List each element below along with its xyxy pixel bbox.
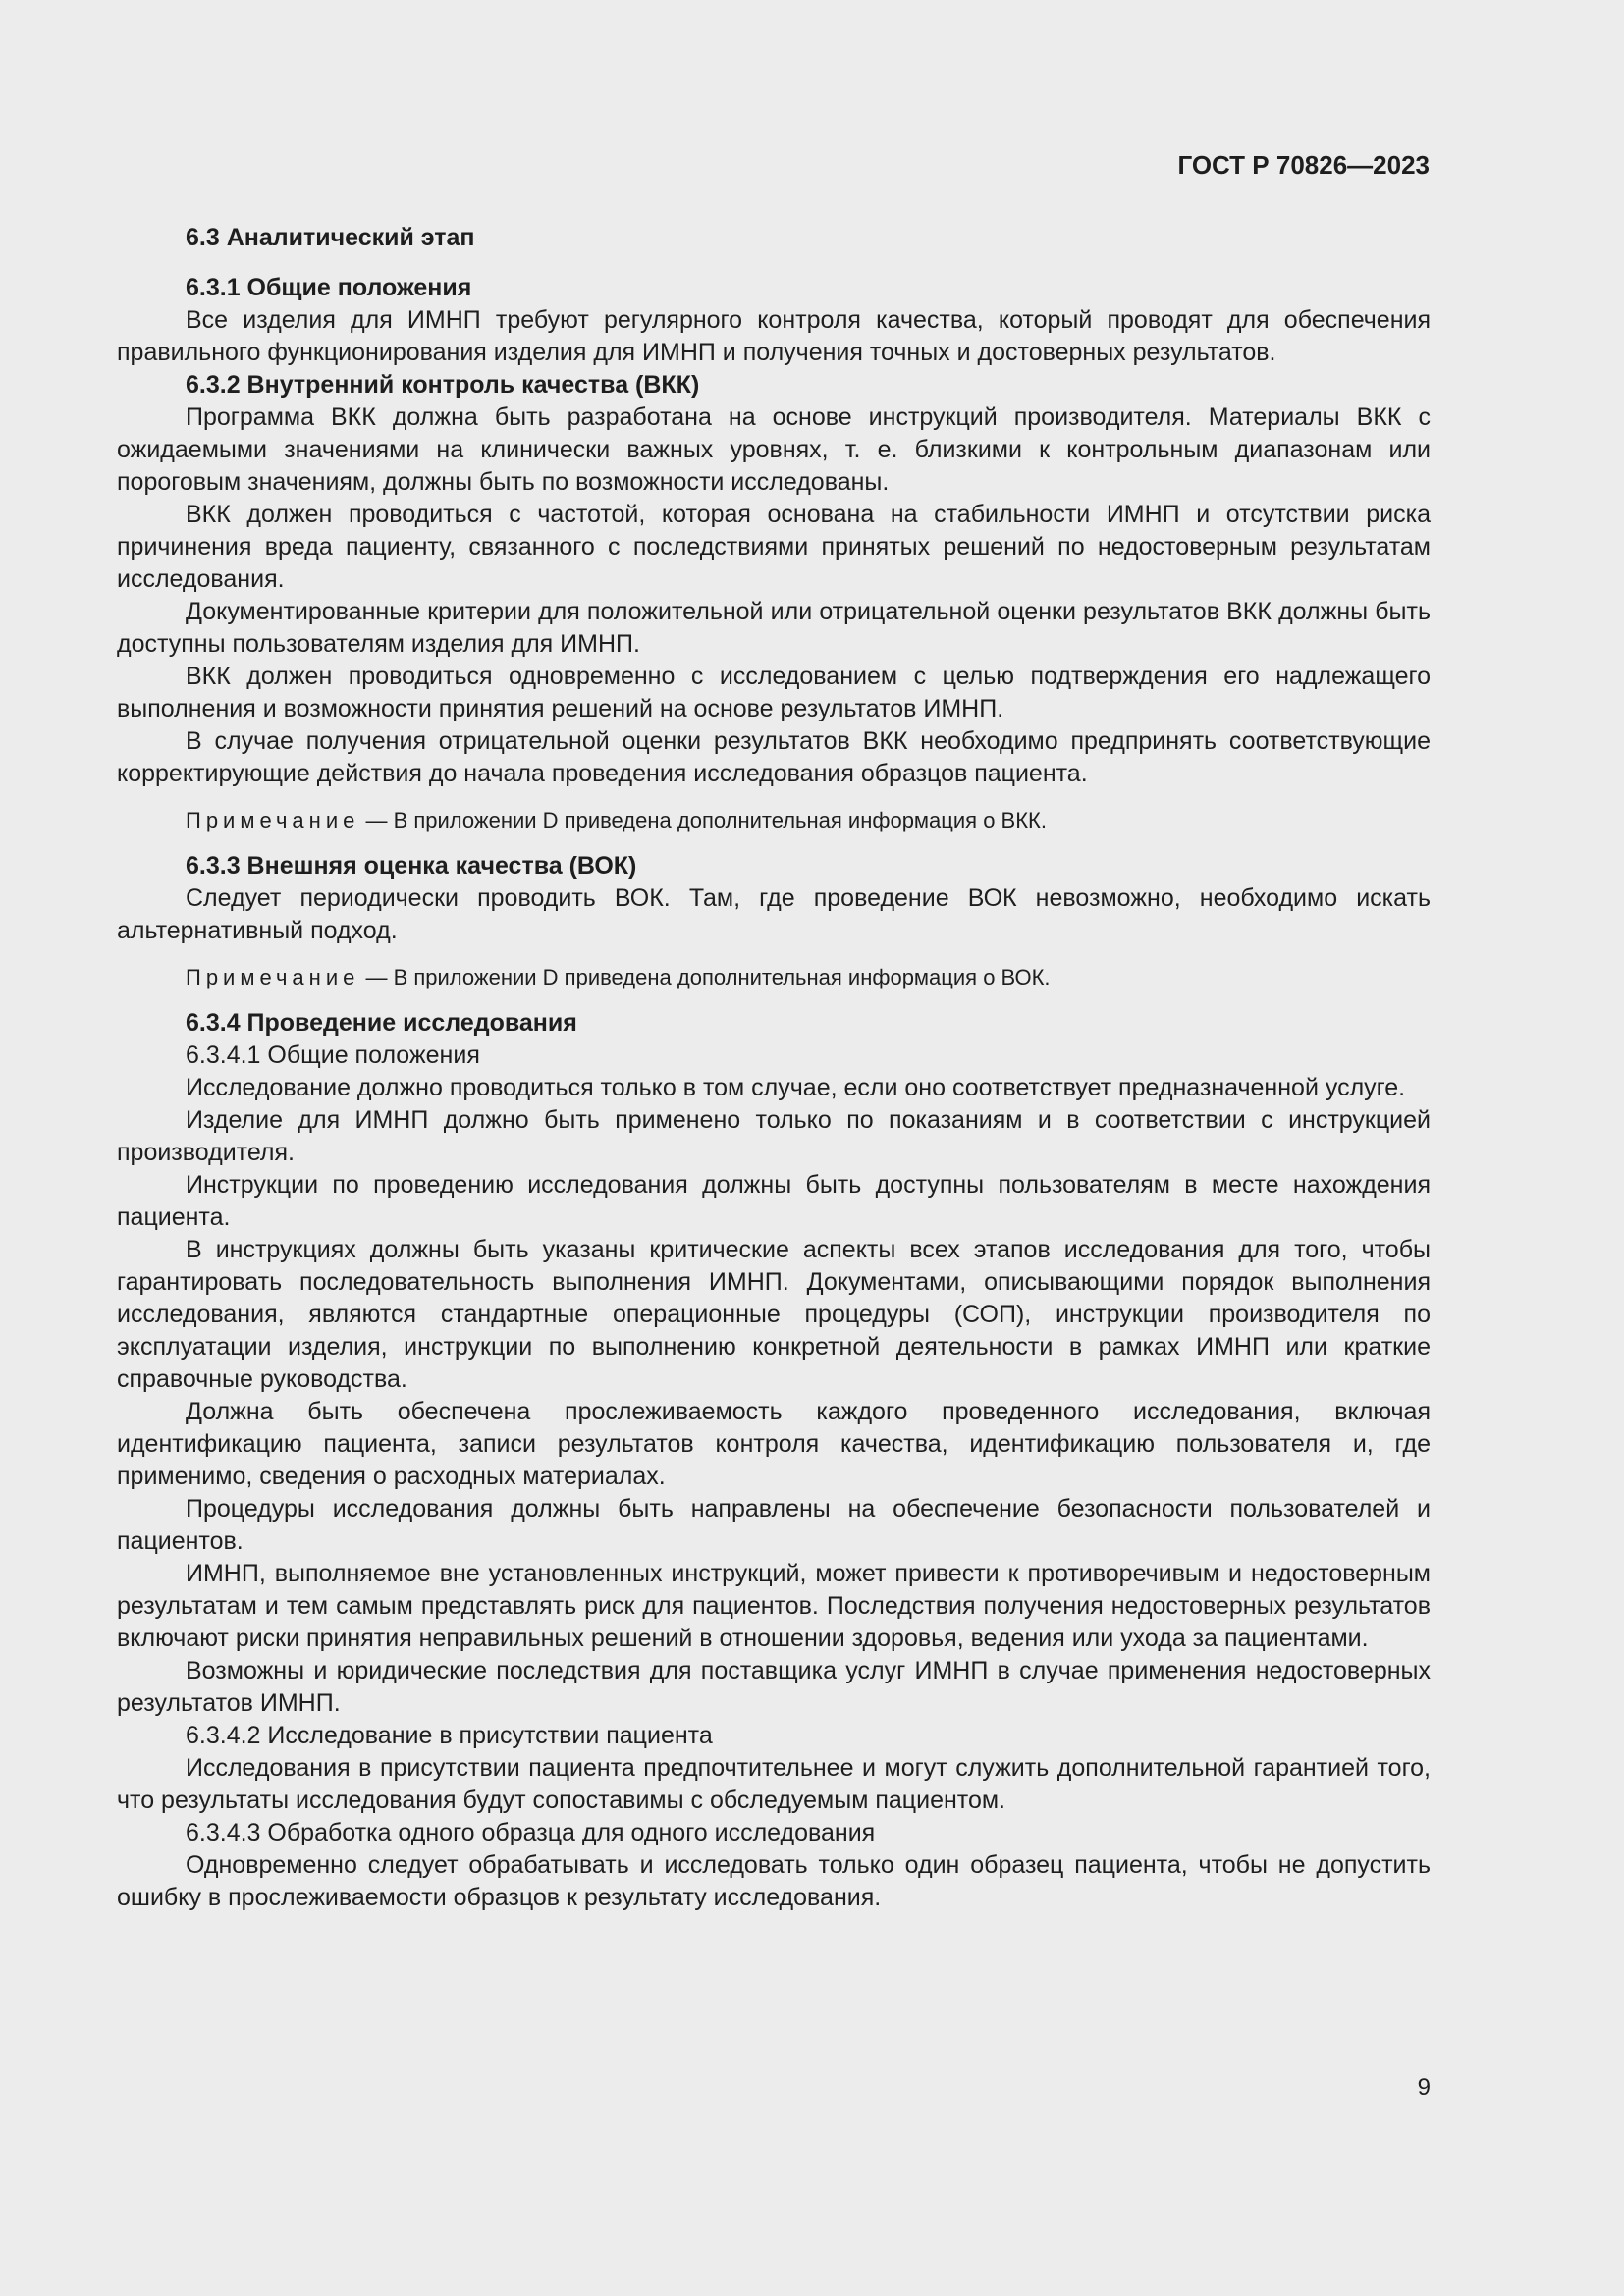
- paragraph: В случае получения отрицательной оценки результатов ВКК необходимо предпринять соответствующие корректирующие действия до начала проведения исследования образцов пациента.: [117, 727, 1431, 787]
- section-6-3-4-heading: 6.3.4 Проведение исследования: [186, 1009, 577, 1037]
- paragraph: Должна быть обеспечена прослеживаемость каждого проведенного исследования, включая идентификацию пациента, записи результатов контроля качества, идентификацию пользователя и, где применимо, сведения о расходных материалах.: [117, 1398, 1431, 1490]
- paragraph: Изделие для ИМНП должно быть применено только по показаниям и в соответствии с инструкцией производителя.: [117, 1106, 1431, 1166]
- section-6-3-heading: 6.3 Аналитический этап: [186, 224, 475, 251]
- paragraph: ВКК должен проводиться одновременно с исследованием с целью подтверждения его надлежащего выполнения и возможности принятия решений на основе результатов ИМНП.: [117, 663, 1431, 722]
- paragraph: Программа ВКК должна быть разработана на основе инструкций производителя. Материалы ВКК с ожидаемыми значениями на клинически важных уровнях, т. е. близкими к контрольным диапазонам или пороговым значениям, должны быть по возможности исследованы.: [117, 403, 1431, 496]
- note-label: Примечание: [186, 808, 360, 832]
- section-6-3-3-heading: 6.3.3 Внешняя оценка качества (ВОК): [186, 852, 637, 880]
- note-dash: —: [359, 808, 394, 832]
- paragraph: Одновременно следует обрабатывать и исследовать только один образец пациента, чтобы не допустить ошибку в прослеживаемости образцов к результату исследования.: [117, 1851, 1431, 1911]
- paragraph: Инструкции по проведению исследования должны быть доступны пользователям в месте нахождения пациента.: [117, 1171, 1431, 1231]
- paragraph: Следует периодически проводить ВОК. Там, где проведение ВОК невозможно, необходимо искать альтернативный подход.: [117, 884, 1431, 944]
- section-6-3-4-3-heading: 6.3.4.3 Обработка одного образца для одного исследования: [186, 1819, 876, 1846]
- paragraph: Исследование должно проводиться только в том случае, если оно соответствует предназначенной услуге.: [186, 1074, 1406, 1101]
- page-number: 9: [1417, 2074, 1431, 2101]
- paragraph: Исследования в присутствии пациента предпочтительнее и могут служить дополнительной гарантией того, что результаты исследования будут сопоставимы с обследуемым пациентом.: [117, 1754, 1431, 1814]
- paragraph: Возможны и юридические последствия для поставщика услуг ИМНП в случае применения недостоверных результатов ИМНП.: [117, 1657, 1431, 1717]
- page-content: [117, 222, 1431, 1914]
- paragraph: ИМНП, выполняемое вне установленных инструкций, может привести к противоречивым и недостоверным результатам и тем самым представлять риск для пациентов. Последствия получения недостоверных результатов включают риски принятия неправильных решений в отношении здоровья, ведения или ухода за пациентами.: [117, 1560, 1431, 1652]
- section-6-3-1-heading: 6.3.1 Общие положения: [186, 274, 472, 301]
- note-text: В приложении D приведена дополнительная информация о ВОК.: [393, 965, 1051, 989]
- note-dash: —: [359, 965, 394, 989]
- paragraph: Документированные критерии для положительной или отрицательной оценки результатов ВКК должны быть доступны пользователям изделия для ИМНП.: [117, 598, 1431, 658]
- note-vok: [117, 961, 1431, 993]
- document-code: ГОСТ Р 70826—2023: [1177, 150, 1430, 180]
- note-text: В приложении D приведена дополнительная информация о ВКК.: [393, 808, 1047, 832]
- paragraph: Все изделия для ИМНП требуют регулярного контроля качества, который проводят для обеспечения правильного функционирования изделия для ИМНП и получения точных и достоверных результатов.: [117, 306, 1431, 366]
- section-6-3-4-2-heading: 6.3.4.2 Исследование в присутствии пациента: [186, 1722, 713, 1749]
- section-6-3-2-heading: 6.3.2 Внутренний контроль качества (ВКК): [186, 371, 700, 399]
- section-6-3-4-1-heading: 6.3.4.1 Общие положения: [186, 1041, 480, 1069]
- paragraph: ВКК должен проводиться с частотой, которая основана на стабильности ИМНП и отсутствии риска причинения вреда пациенту, связанного с последствиями принятых решений по недостоверным результатам исследования.: [117, 501, 1431, 593]
- paragraph: В инструкциях должны быть указаны критические аспекты всех этапов исследования для того, чтобы гарантировать последовательность выполнения ИМНП. Документами, описывающими порядок выполнения исследования, являются стандартные операционные процедуры (СОП), инструкции производителя по эксплуатации изделия, инструкции по выполнению конкретной деятельности в рамках ИМНП или краткие справочные руководства.: [117, 1236, 1431, 1393]
- paragraph: Процедуры исследования должны быть направлены на обеспечение безопасности пользователей и пациентов.: [117, 1495, 1431, 1555]
- note-vkk: [117, 804, 1431, 836]
- note-label: Примечание: [186, 965, 360, 989]
